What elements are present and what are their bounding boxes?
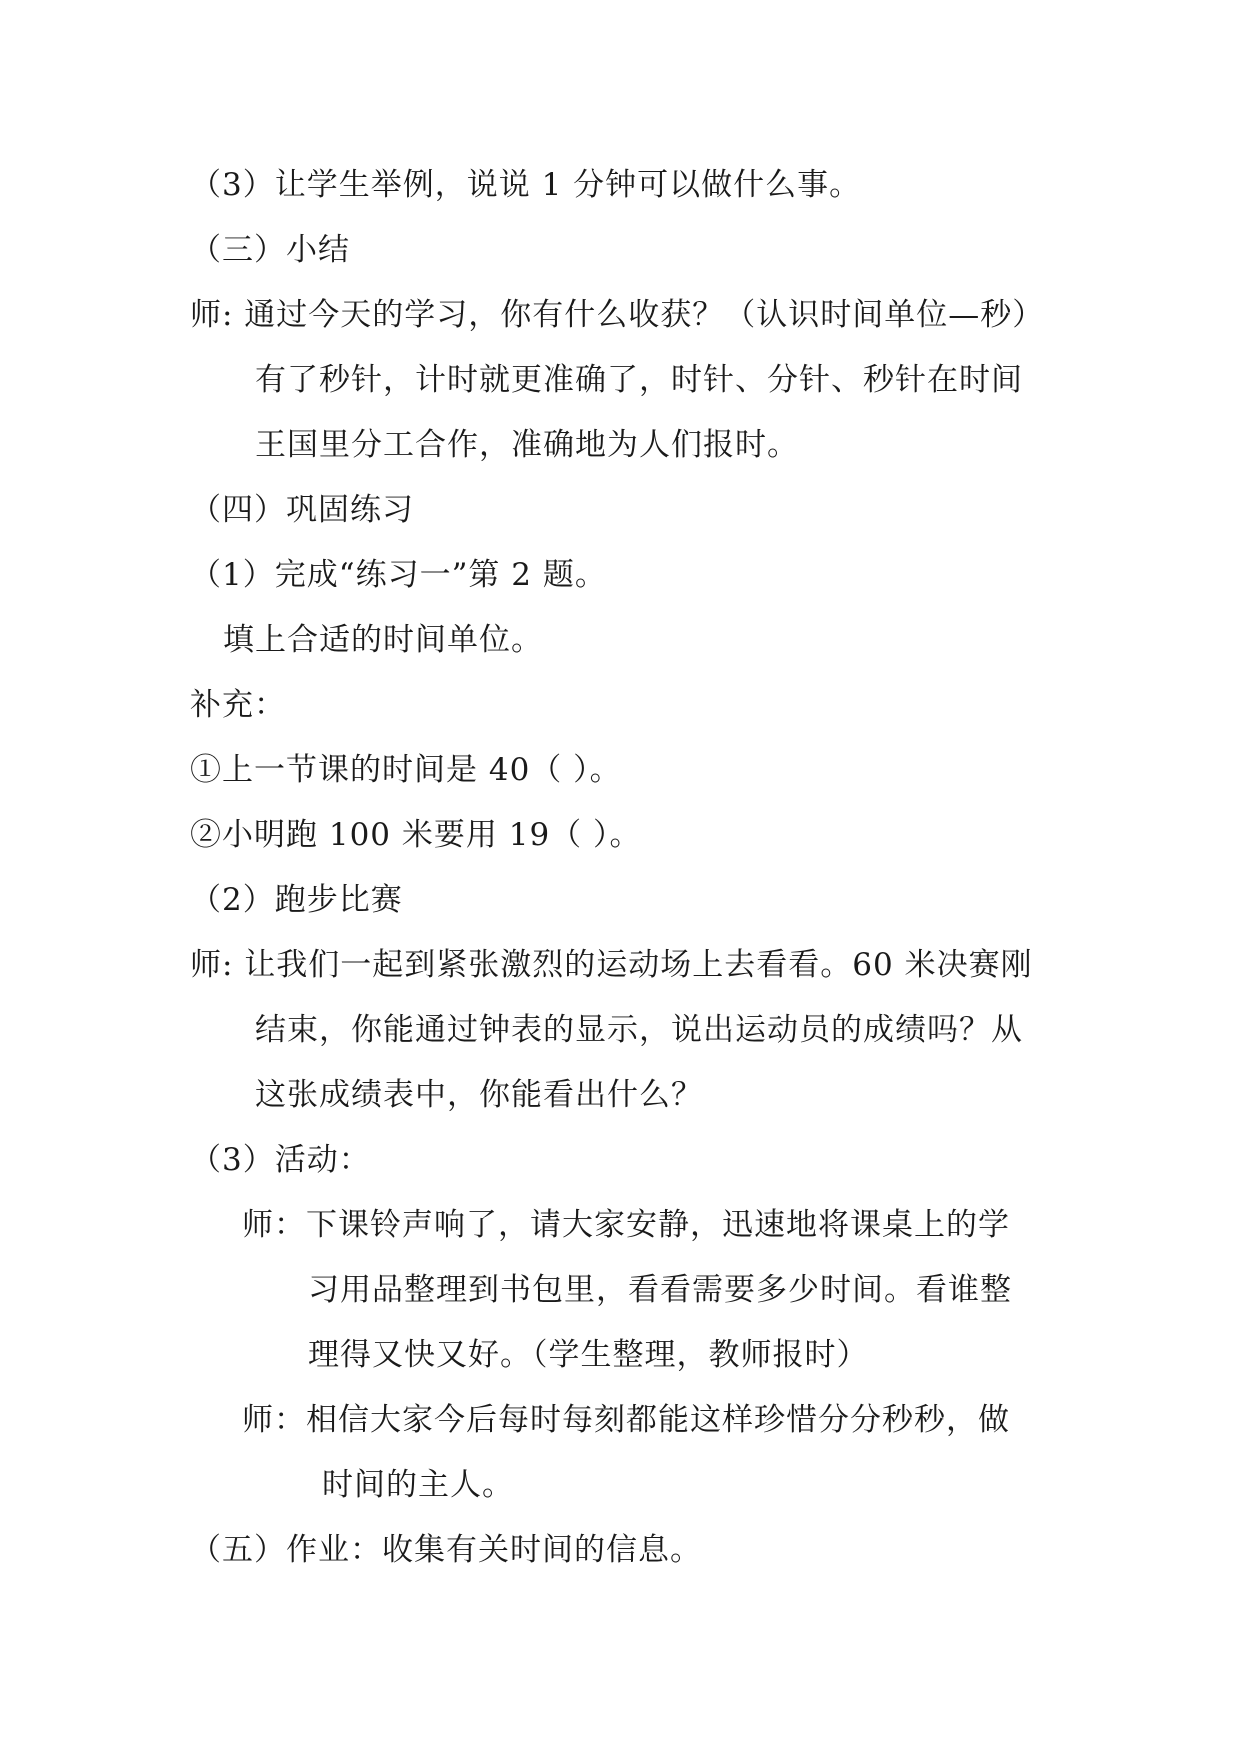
text-line: 时间的主人。 (322, 1467, 514, 1503)
text-line: 结束，你能通过钟表的显示，说出运动员的成绩吗？从 (255, 1012, 1023, 1048)
text-line: 王国里分工合作，准确地为人们报时。 (255, 427, 799, 463)
text-line: 填上合适的时间单位。 (223, 622, 543, 658)
text-line: （1）完成“练习一”第 2 题。 (190, 557, 607, 593)
section-heading: （四）巩固练习 (190, 492, 414, 528)
text-line: 师：相信大家今后每时每刻都能这样珍惜分分秒秒，做 (242, 1402, 1010, 1438)
text-line: 师: 通过今天的学习，你有什么收获？（认识时间单位—秒） (190, 297, 1045, 333)
text-line: ①上一节课的时间是 40（ ）。 (190, 752, 622, 788)
text-line: 补充： (190, 687, 286, 723)
text-line: （3）让学生举例，说说 1 分钟可以做什么事。 (190, 167, 862, 203)
section-heading: （三）小结 (190, 232, 350, 268)
text-line: ②小明跑 100 米要用 19（ ）。 (190, 817, 642, 853)
text-line: 这张成绩表中，你能看出什么？ (255, 1077, 703, 1113)
text-line: 有了秒针，计时就更准确了，时针、分针、秒针在时间 (255, 362, 1023, 398)
section-heading: （五）作业：收集有关时间的信息。 (190, 1532, 702, 1568)
text-line: （3）活动： (190, 1142, 371, 1178)
text-line: 习用品整理到书包里，看看需要多少时间。看谁整 (308, 1272, 1012, 1308)
text-line: 师: 让我们一起到紧张激烈的运动场上去看看。60 米决赛刚 (190, 947, 1033, 983)
text-line: （2）跑步比赛 (190, 882, 403, 918)
text-line: 理得又快又好。（学生整理，教师报时） (308, 1337, 869, 1373)
text-line: 师：下课铃声响了，请大家安静，迅速地将课桌上的学 (242, 1207, 1010, 1243)
